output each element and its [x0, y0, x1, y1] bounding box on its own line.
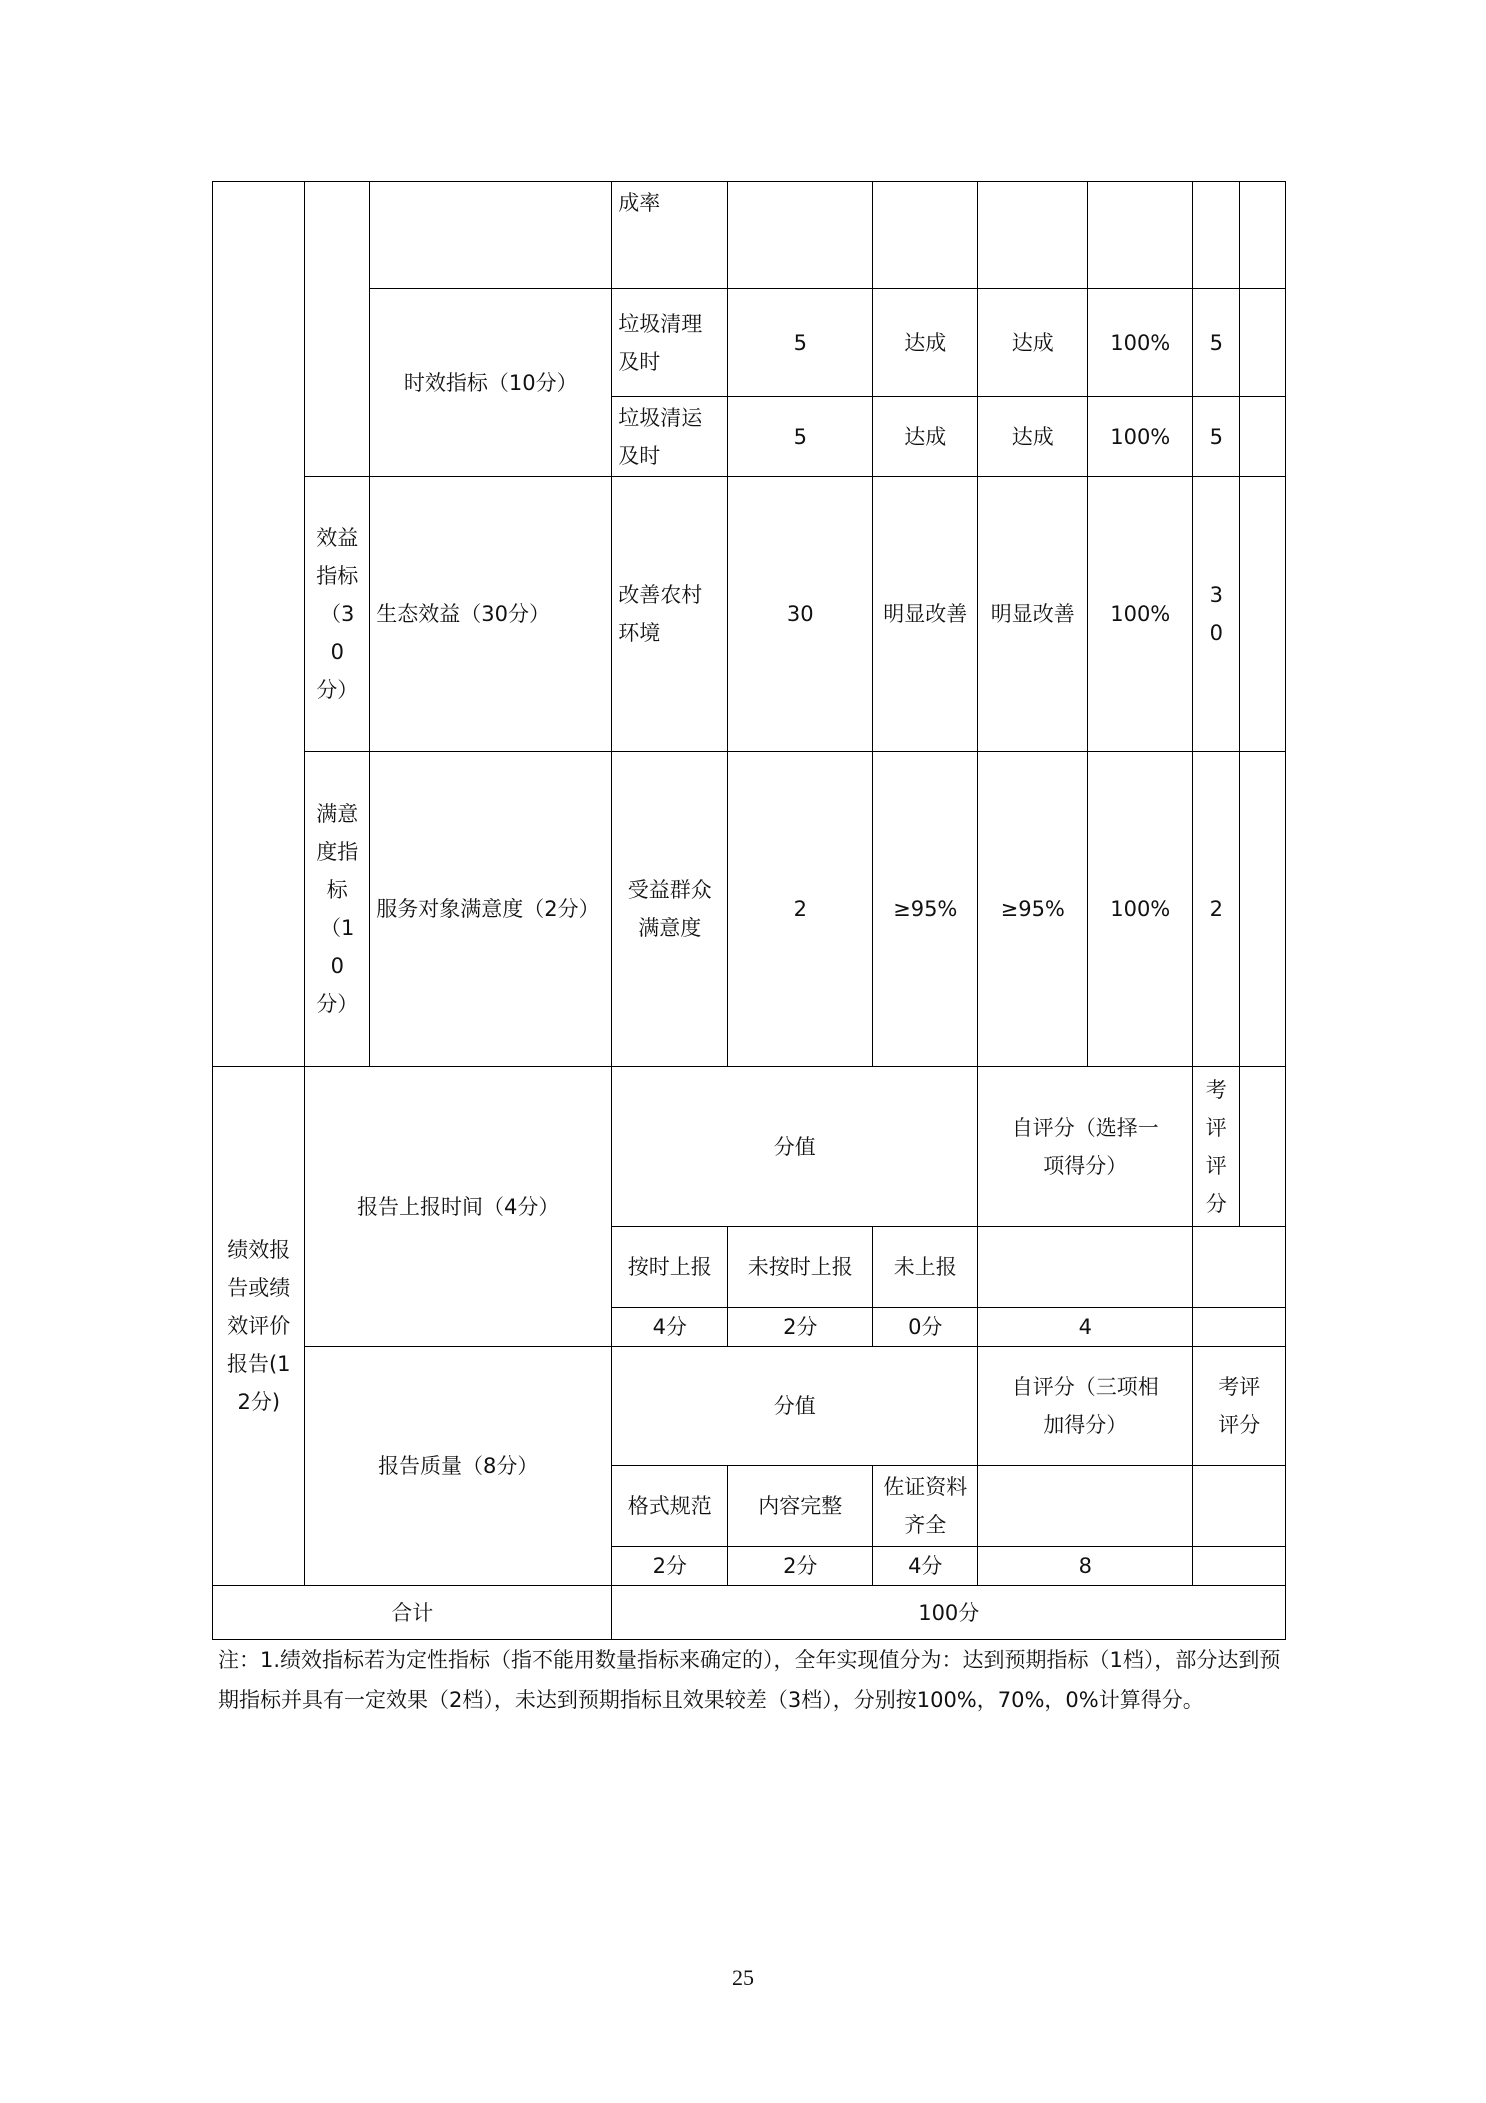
- actual-cell: 达成: [977, 396, 1088, 477]
- actual-cell: 达成: [977, 288, 1088, 397]
- timing-option: 未按时上报: [727, 1226, 873, 1308]
- rate-cell: 100%: [1087, 751, 1193, 1067]
- satisfaction-category: 满意度指标（10分）: [304, 751, 370, 1067]
- target-cell: 明显改善: [872, 476, 978, 752]
- quality-option: 佐证资料齐全: [872, 1465, 978, 1547]
- quality-option: 格式规范: [611, 1465, 728, 1547]
- total-value: 100分: [611, 1585, 1286, 1640]
- score-cell: 2: [1192, 751, 1240, 1067]
- timing-points: 2分: [727, 1307, 873, 1347]
- timing-review-header: 考评评分: [1192, 1066, 1240, 1227]
- cell-empty: [1192, 1546, 1286, 1586]
- score-cell: 5: [1192, 288, 1240, 397]
- cell-empty: [977, 181, 1088, 289]
- quality-review-header: 考评评分: [1192, 1346, 1286, 1466]
- actual-cell: ≥95%: [977, 751, 1088, 1067]
- timing-points: 4分: [611, 1307, 728, 1347]
- indicator-cell: 受益群众满意度: [611, 751, 728, 1067]
- cell-empty: [977, 1465, 1193, 1547]
- target-cell: ≥95%: [872, 751, 978, 1067]
- quality-self-score: 8: [977, 1546, 1193, 1586]
- quality-self-header: 自评分（三项相加得分）: [977, 1346, 1193, 1466]
- cell-empty: [1239, 396, 1286, 477]
- cell-empty: [212, 181, 305, 1067]
- timing-option: 按时上报: [611, 1226, 728, 1308]
- cell-empty: [1239, 1066, 1286, 1227]
- timing-self-score: 4: [977, 1307, 1193, 1347]
- cell-empty: [369, 181, 612, 289]
- quality-points: 4分: [872, 1546, 978, 1586]
- timing-option: 未上报: [872, 1226, 978, 1308]
- weight-cell: 5: [727, 396, 873, 477]
- cell-empty: [304, 181, 370, 477]
- quality-points: 2分: [611, 1546, 728, 1586]
- indicator-cell: 垃圾清运及时: [611, 396, 728, 477]
- indicator-cell: 垃圾清理及时: [611, 288, 728, 397]
- target-cell: 达成: [872, 288, 978, 397]
- weight-cell: 30: [727, 476, 873, 752]
- benefit-category: 效益指标（30分）: [304, 476, 370, 752]
- cell-empty: [1239, 751, 1286, 1067]
- total-label: 合计: [212, 1585, 612, 1640]
- indicator-cell: 成率: [611, 181, 728, 289]
- score-cell: 30: [1192, 476, 1240, 752]
- target-cell: 达成: [872, 396, 978, 477]
- cell-empty: [727, 181, 873, 289]
- footnote: 注：1.绩效指标若为定性指标（指不能用数量指标来确定的），全年实现值分为：达到预期指标（1档），部分达到预期指标并具有一定效果（2档），未达到预期指标且效果较差（3档），分别按100%，70%，0%计算得分。: [218, 1648, 1281, 1712]
- cell-empty: [1192, 1465, 1286, 1547]
- cell-empty: [872, 181, 978, 289]
- timeliness-label: 时效指标（10分）: [369, 288, 612, 477]
- cell-empty: [1239, 288, 1286, 397]
- weight-cell: 5: [727, 288, 873, 397]
- cell-empty: [1087, 181, 1193, 289]
- indicator-cell: 改善农村环境: [611, 476, 728, 752]
- rate-cell: 100%: [1087, 396, 1193, 477]
- report-category: 绩效报告或绩效评价报告(12分): [212, 1066, 305, 1586]
- cell-empty: [1192, 181, 1240, 289]
- timing-self-header: 自评分（选择一项得分）: [977, 1066, 1193, 1227]
- cell-empty: [1192, 1307, 1286, 1347]
- cell-empty: [1192, 1226, 1286, 1308]
- quality-points: 2分: [727, 1546, 873, 1586]
- page-number: 25: [732, 1965, 754, 1990]
- cell-empty: [1239, 476, 1286, 752]
- weight-cell: 2: [727, 751, 873, 1067]
- quality-label: 报告质量（8分）: [304, 1346, 612, 1586]
- quality-value-header: 分值: [611, 1346, 978, 1466]
- rate-cell: 100%: [1087, 476, 1193, 752]
- timing-points: 0分: [872, 1307, 978, 1347]
- satisfaction-label: 服务对象满意度（2分）: [369, 751, 612, 1067]
- cell-empty: [1239, 181, 1286, 289]
- score-cell: 5: [1192, 396, 1240, 477]
- quality-option: 内容完整: [727, 1465, 873, 1547]
- timing-label: 报告上报时间（4分）: [304, 1066, 612, 1347]
- cell-empty: [977, 1226, 1193, 1308]
- benefit-label: 生态效益（30分）: [369, 476, 612, 752]
- rate-cell: 100%: [1087, 288, 1193, 397]
- actual-cell: 明显改善: [977, 476, 1088, 752]
- timing-value-header: 分值: [611, 1066, 978, 1227]
